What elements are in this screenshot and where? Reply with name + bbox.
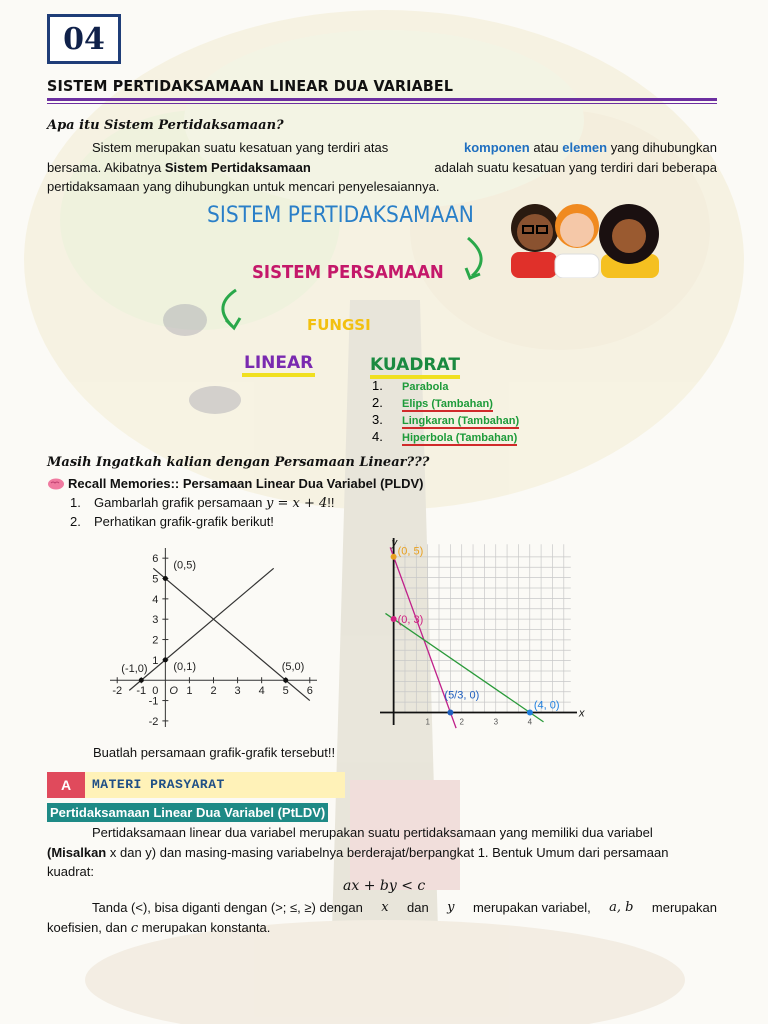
intro-atau: atau bbox=[533, 140, 559, 155]
point-label: (5/3, 0) bbox=[444, 689, 480, 702]
section-heading-persamaan-linear: Masih Ingatkah kalian dengan Persamaan Linear??? bbox=[47, 455, 430, 470]
recall-text: Recall Memories:: Persamaan Linear Dua Variabel (PLDV) bbox=[68, 476, 424, 491]
point-label: (0, 5) bbox=[397, 545, 424, 558]
kuadrat-item-4: 4. Hiperbola (Tambahan) bbox=[372, 429, 518, 444]
point-marker bbox=[283, 678, 288, 683]
arrow-left-curve bbox=[223, 290, 236, 326]
term-komponen: komponen bbox=[464, 140, 530, 155]
students-illustration bbox=[505, 196, 665, 278]
x-tick-label: -1 bbox=[136, 685, 147, 698]
intro-line2-a: bersama. Akibatnya bbox=[47, 159, 162, 175]
point-label: (5,0) bbox=[281, 661, 305, 674]
point-marker bbox=[391, 554, 397, 560]
intro-line1-a: Sistem merupakan suatu kesatuan yang terdiri atas bbox=[92, 140, 389, 155]
section-a-title: MATERI PRASYARAT bbox=[92, 777, 225, 792]
x-tick-label: 4 bbox=[258, 685, 265, 698]
graph-lines-intersecting bbox=[100, 540, 325, 735]
intro-line3: pertidaksamaan yang dihubungkan untuk mencari penyelesaiannya. bbox=[47, 179, 440, 194]
y-tick-label: 2 bbox=[152, 634, 159, 647]
ptldv-line1: Pertidaksamaan linear dua variabel merupakan suatu pertidaksamaan yang memiliki dua variabel bbox=[92, 825, 653, 840]
y-tick-label: 6 bbox=[152, 553, 159, 566]
concept-kuadrat: KUADRAT bbox=[370, 355, 460, 379]
graph-lines-grid bbox=[368, 532, 593, 745]
y-tick-label: 3 bbox=[152, 614, 159, 627]
point-marker bbox=[391, 616, 397, 622]
exercise-item-1: 1. Gambarlah grafik persamaan y = x + 4!! bbox=[70, 495, 335, 511]
point-marker bbox=[447, 710, 453, 716]
recall-line bbox=[47, 476, 423, 491]
x-tick-label: 1 bbox=[425, 717, 430, 727]
x-tick-label: 3 bbox=[234, 685, 241, 698]
exercise-list bbox=[70, 495, 334, 533]
brain-icon bbox=[47, 478, 65, 490]
term-sistem-pertidaksamaan: Sistem Pertidaksamaan bbox=[164, 159, 311, 175]
x-tick-label: 3 bbox=[493, 717, 499, 727]
term-elemen: elemen bbox=[562, 140, 608, 155]
concept-fungsi: FUNGSI bbox=[307, 316, 371, 334]
point-label: (0, 3) bbox=[397, 614, 424, 627]
x-axis-label: x bbox=[579, 707, 585, 720]
x-tick-label: 0 bbox=[152, 685, 159, 698]
point-label: (0,5) bbox=[173, 559, 196, 572]
y-tick-label: 5 bbox=[152, 573, 159, 586]
kuadrat-item-1: 1. Parabola bbox=[372, 378, 449, 393]
point-marker bbox=[139, 678, 144, 683]
point-marker bbox=[163, 576, 168, 581]
x-tick-label: 1 bbox=[186, 685, 193, 698]
intro-line2-b: adalah suatu kesatuan yang terdiri dari beberapa bbox=[434, 159, 717, 175]
point-label: (4, 0) bbox=[533, 699, 560, 712]
tanda-paragraph: Tanda (<), bisa diganti dengan (>; ≤, ≥) dengan x dan y merupakan variabel, a, b merupakan koefisien, dan c merupakan konstanta. bbox=[47, 900, 717, 936]
x-tick-label: 5 bbox=[282, 685, 289, 698]
intro-line1-b: yang dihubungkan bbox=[610, 140, 717, 155]
general-form-formula: ax + by < c bbox=[343, 878, 426, 894]
exercise-item-2: 2. Perhatikan grafik-grafik berikut! bbox=[70, 514, 274, 529]
series-line-1 bbox=[129, 568, 273, 690]
point-label: (-1,0) bbox=[121, 663, 148, 676]
kuadrat-list bbox=[372, 378, 519, 446]
x-tick-label: 2 bbox=[459, 717, 464, 727]
page-title: SISTEM PERTIDAKSAMAAN LINEAR DUA VARIABEL bbox=[47, 77, 454, 95]
point-marker bbox=[527, 710, 533, 716]
x-tick-label: 6 bbox=[306, 685, 313, 698]
y-tick-label: -1 bbox=[148, 695, 159, 708]
graph-instruction: Buatlah persamaan grafik-grafik tersebut!! bbox=[93, 745, 336, 760]
ptldv-line3: kuadrat: bbox=[47, 864, 94, 879]
kuadrat-item-2: 2. Elips (Tambahan) bbox=[372, 395, 493, 410]
equation-y-x-4: y = x + 4 bbox=[265, 496, 328, 511]
kuadrat-item-3: 3. Lingkaran (Tambahan) bbox=[372, 412, 520, 427]
section-heading-sistem: Apa itu Sistem Pertidaksamaan? bbox=[47, 118, 284, 133]
ptldv-subheading: Pertidaksamaan Linear Dua Variabel (PtLDV) bbox=[47, 803, 328, 822]
point-label: (0,1) bbox=[173, 660, 196, 673]
point-marker bbox=[163, 657, 168, 662]
y-tick-label: -2 bbox=[148, 715, 159, 728]
section-a-letter: A bbox=[47, 772, 85, 798]
y-tick-label: 1 bbox=[152, 654, 159, 667]
concept-linear: LINEAR bbox=[242, 353, 315, 377]
y-tick-label: 4 bbox=[152, 593, 159, 606]
x-tick-label: -2 bbox=[112, 685, 123, 698]
concept-sistem-pertidaksamaan: SISTEM PERTIDAKSAMAAN bbox=[207, 203, 474, 228]
x-tick-label: 4 bbox=[527, 717, 533, 727]
y-axis-label: y bbox=[391, 537, 398, 549]
x-tick-label: 2 bbox=[210, 685, 217, 698]
arrow-right-curve bbox=[468, 238, 481, 276]
ptldv-line2: (Misalkan x dan y) dan masing-masing variabelnya berderajat/berpangkat 1. Bentuk Umum dari persamaan bbox=[47, 844, 669, 860]
ptldv-paragraph bbox=[47, 823, 717, 882]
origin-label: O bbox=[169, 685, 178, 698]
concept-sistem-persamaan: SISTEM PERSAMAAN bbox=[252, 262, 444, 283]
chapter-number: 04 bbox=[63, 21, 105, 57]
